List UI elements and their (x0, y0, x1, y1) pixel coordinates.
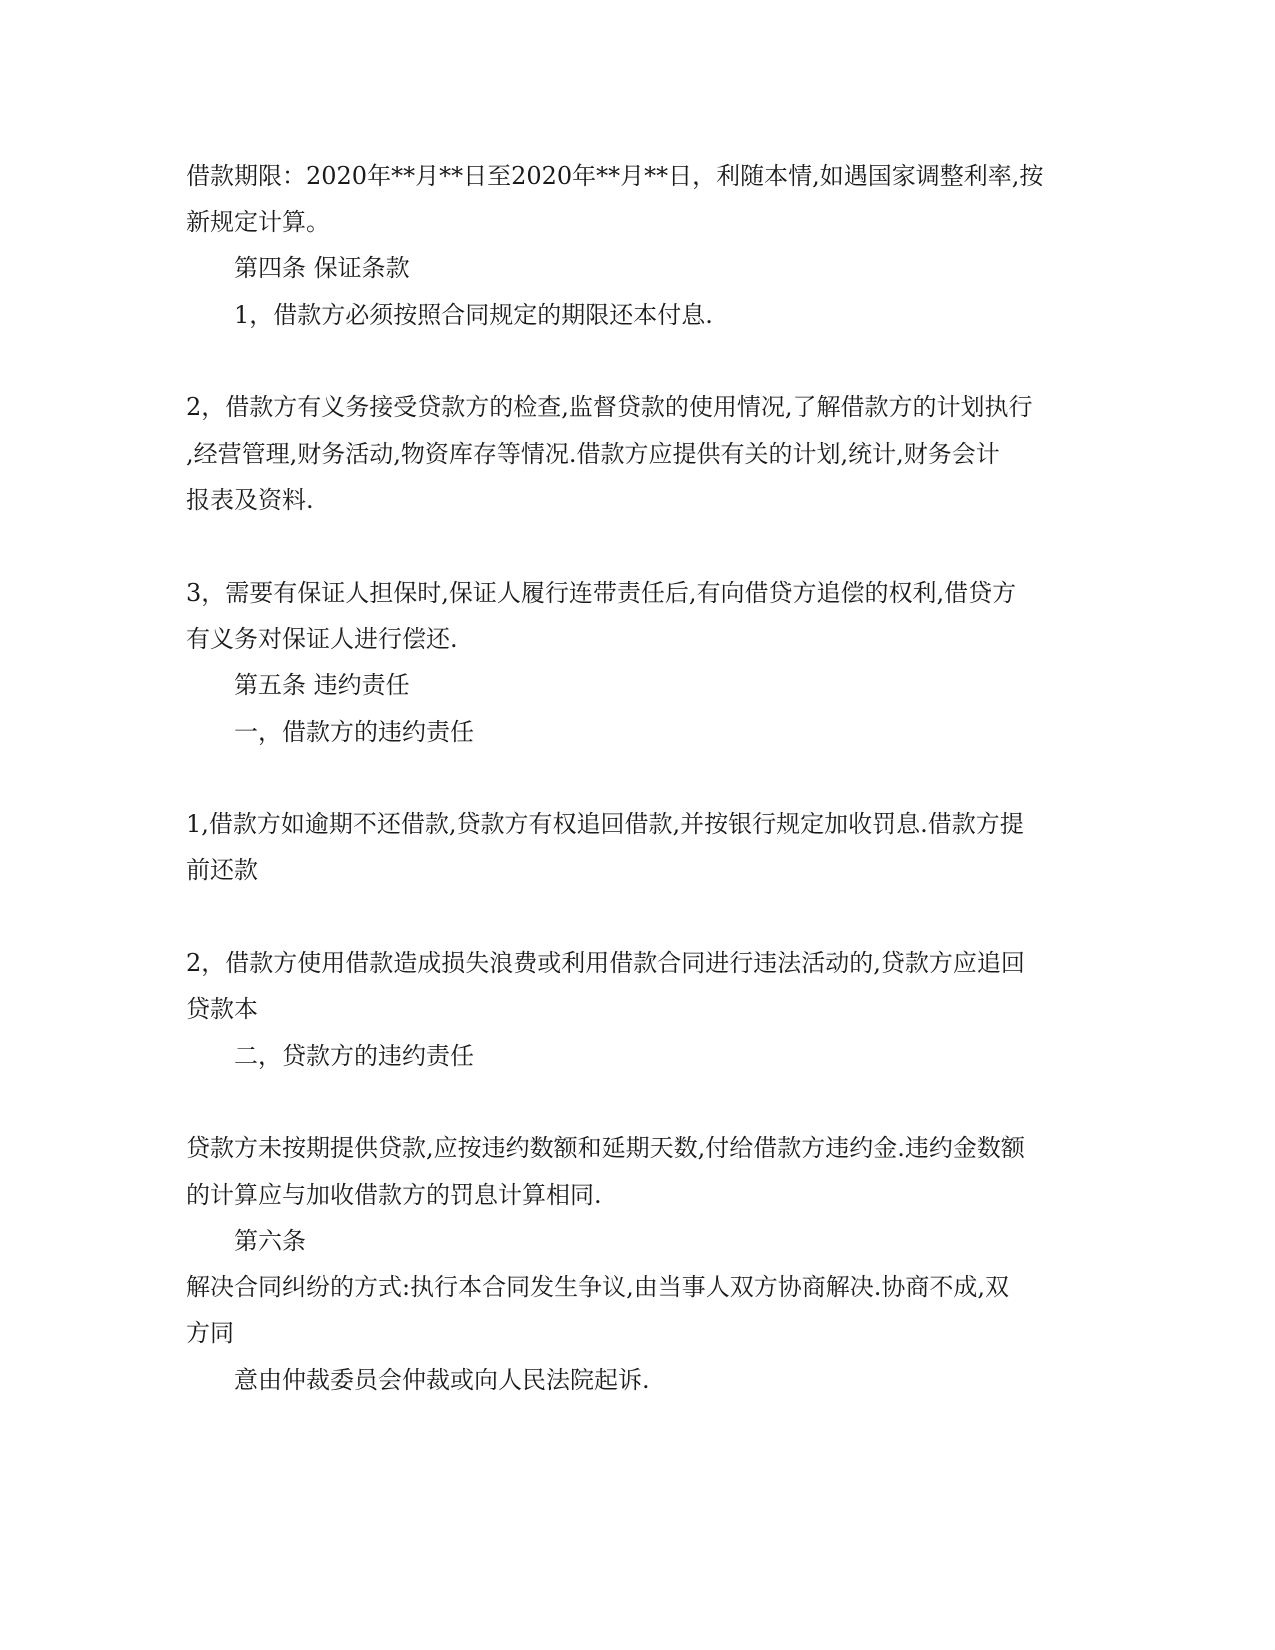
clause-6-line-1: 解决合同纠纷的方式:执行本合同发生争议,由当事人双方协商解决.协商不成,双 (186, 1273, 1009, 1301)
clause-6-line-3: 意由仲裁委员会仲裁或向人民法院起诉. (234, 1366, 650, 1394)
clause-4-3-line-2: 有义务对保证人进行偿还. (186, 625, 458, 653)
clause-5-1-2-line-2: 贷款本 (186, 995, 258, 1023)
clause-4-3-line-1: 3，需要有保证人担保时,保证人履行连带责任后,有向借贷方追偿的权利,借贷方 (186, 579, 1017, 607)
subheading-borrower-liability: 一，借款方的违约责任 (234, 718, 474, 746)
clause-4-2-line-3: 报表及资料. (186, 486, 314, 514)
clause-4-1: 1，借款方必须按照合同规定的期限还本付息. (234, 301, 713, 329)
paragraph-loan-term-line-1: 借款期限：2020年**月**日至2020年**月**日，利随本情,如遇国家调整利率,按 (186, 162, 1044, 190)
section-heading-article-6: 第六条 (234, 1227, 306, 1255)
clause-5-1-2-line-1: 2，借款方使用借款造成损失浪费或利用借款合同进行违法活动的,贷款方应追回 (186, 949, 1025, 977)
clause-5-1-1-line-1: 1,借款方如逾期不还借款,贷款方有权追回借款,并按银行规定加收罚息.借款方提 (186, 810, 1024, 838)
clause-5-2-line-1: 贷款方未按期提供贷款,应按违约数额和延期天数,付给借款方违约金.违约金数额 (186, 1134, 1025, 1162)
section-heading-article-4: 第四条 保证条款 (234, 254, 410, 282)
section-heading-article-5: 第五条 违约责任 (234, 671, 410, 699)
clause-4-2-line-2: ,经营管理,财务活动,物资库存等情况.借款方应提供有关的计划,统计,财务会计 (186, 440, 1000, 468)
subheading-lender-liability: 二，贷款方的违约责任 (234, 1042, 474, 1070)
clause-6-line-2: 方同 (186, 1319, 234, 1347)
clause-5-1-1-line-2: 前还款 (186, 856, 258, 884)
clause-5-2-line-2: 的计算应与加收借款方的罚息计算相同. (186, 1181, 602, 1209)
paragraph-loan-term-line-2: 新规定计算。 (186, 208, 330, 236)
clause-4-2-line-1: 2，借款方有义务接受贷款方的检查,监督贷款的使用情况,了解借款方的计划执行 (186, 393, 1033, 421)
